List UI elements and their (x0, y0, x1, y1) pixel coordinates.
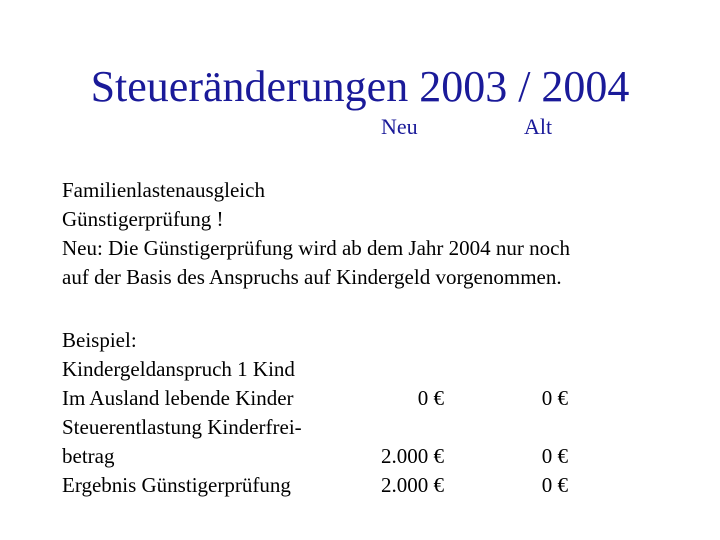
value-ausland-neu: 0 € (417, 386, 444, 410)
value-ergebnis-alt: 0 € (541, 473, 568, 497)
paragraph-line: Familienlastenausgleich (62, 178, 265, 202)
column-header-alt: Alt (524, 114, 553, 139)
paragraph-line: Neu: Die Günstigerprüfung wird ab dem Jahr 2004 nur noch (62, 236, 570, 260)
example-labels (62, 326, 352, 500)
value-betrag-neu: 2.000 € (381, 444, 444, 468)
value-betrag-alt: 0 € (541, 444, 568, 468)
example-line: Ergebnis Günstigerprüfung (62, 473, 291, 497)
example-line: Kindergeldanspruch 1 Kind (62, 357, 295, 381)
example-line: Steuerentlastung Kinderfrei- (62, 415, 302, 439)
slide-title: Steueränderungen 2003 / 2004 (90, 62, 630, 111)
example-line: Beispiel: (62, 328, 137, 352)
intro-paragraph (62, 176, 712, 292)
paragraph-line: auf der Basis des Anspruchs auf Kindergeld vorgenommen. (62, 265, 562, 289)
value-ausland-alt: 0 € (541, 386, 568, 410)
column-header-neu: Neu (381, 114, 418, 139)
value-ergebnis-neu: 2.000 € (381, 473, 444, 497)
example-line: Im Ausland lebende Kinder (62, 386, 294, 410)
paragraph-line: Günstigerprüfung ! (62, 207, 224, 231)
example-line: betrag (62, 444, 115, 468)
